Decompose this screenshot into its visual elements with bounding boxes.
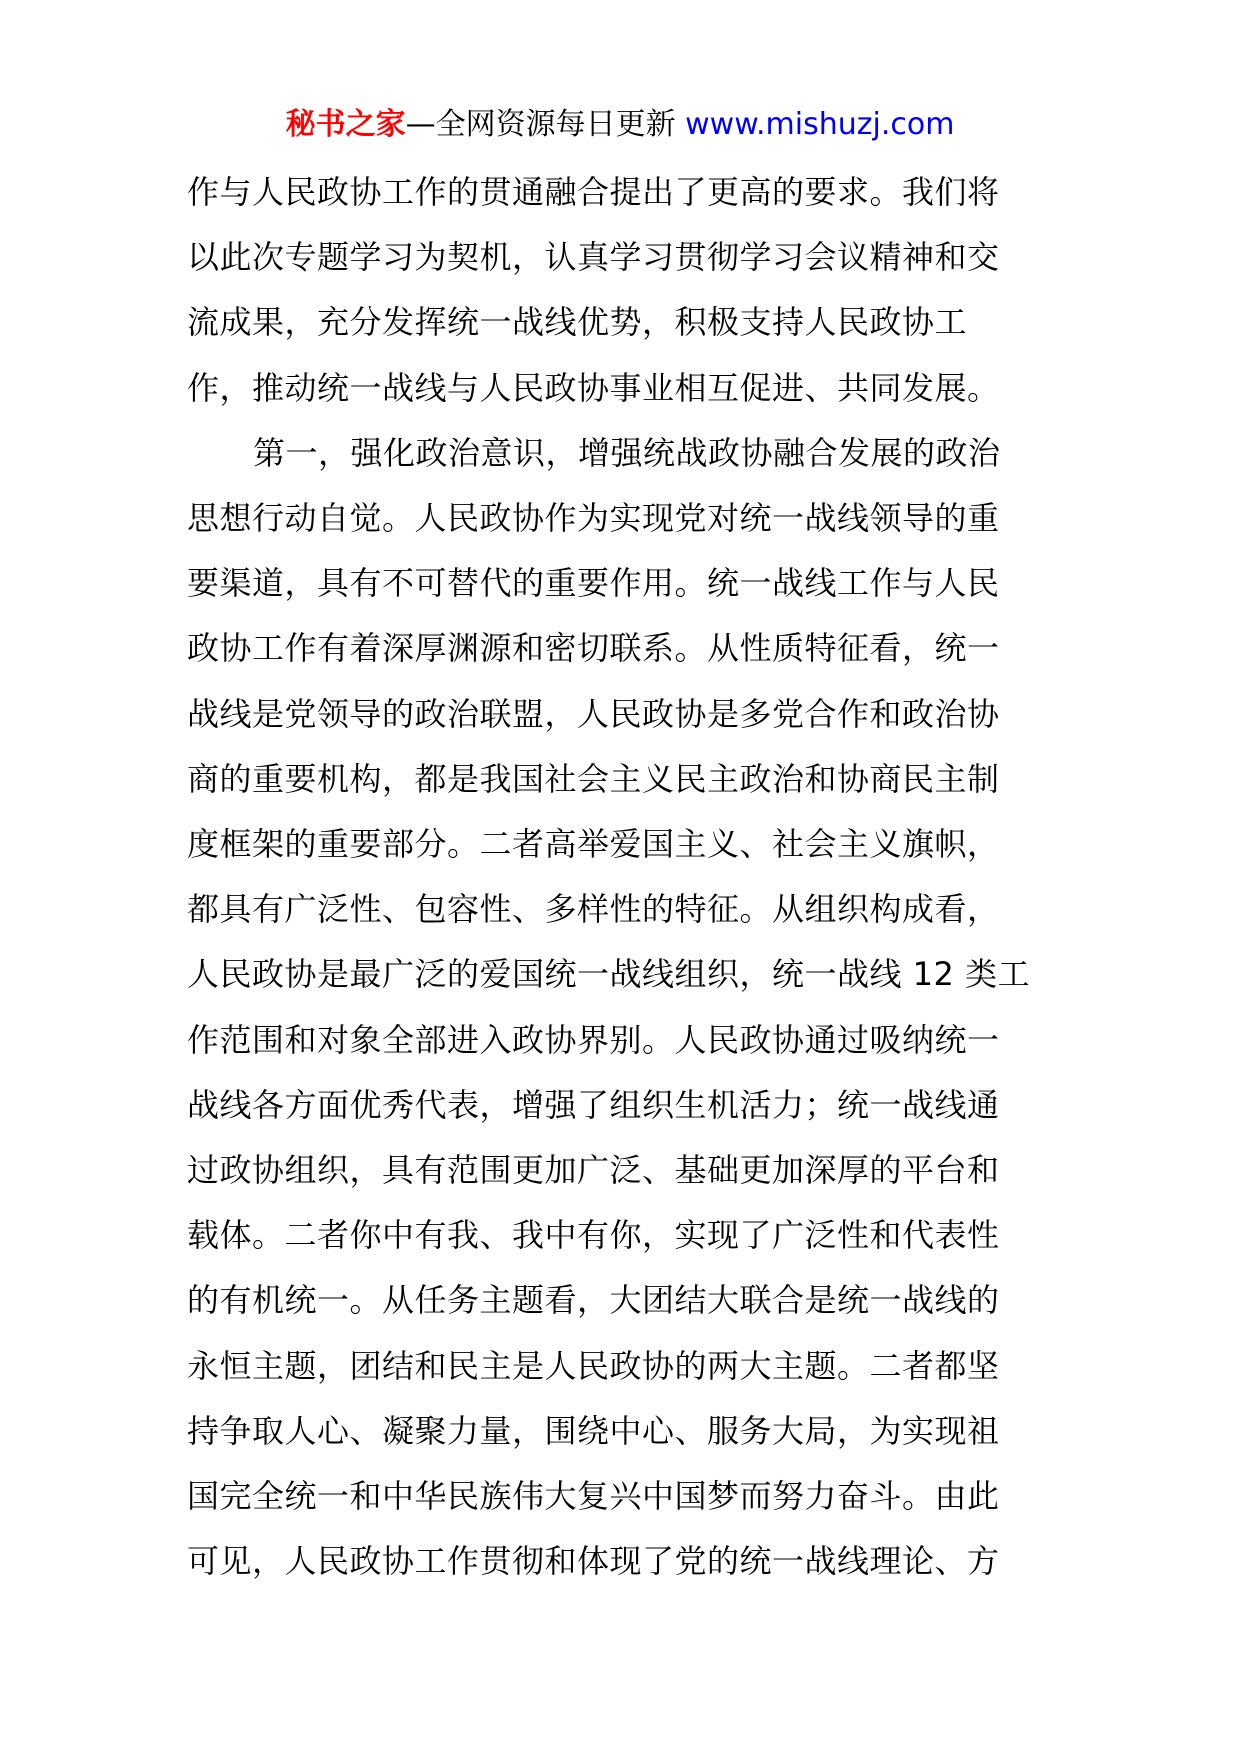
text-line: 思想行动自觉。人民政协作为实现党对统一战线领导的重 [187, 499, 1000, 538]
text-line: 永恒主题，团结和民主是人民政协的两大主题。二者都坚 [187, 1346, 1000, 1385]
text-line: 作范围和对象全部进入政协界别。人民政协通过吸纳统一 [187, 1020, 1000, 1059]
document-body [187, 160, 1053, 1594]
text-line: 作与人民政协工作的贯通融合提出了更高的要求。我们将 [187, 173, 1000, 211]
text-line: 要渠道，具有不可替代的重要作用。统一战线工作与人民 [187, 564, 1000, 603]
text-line: 国完全统一和中华民族伟大复兴中国梦而努力奋斗。由此 [187, 1477, 1000, 1516]
site-url-link[interactable]: www.mishuzj.com [685, 107, 955, 142]
text-line: 都具有广泛性、包容性、多样性的特征。从组织构成看， [187, 890, 1000, 929]
text-line: 作，推动统一战线与人民政协事业相互促进、共同发展。 [187, 368, 1000, 407]
text-line: 过政协组织，具有范围更加广泛、基础更加深厚的平台和 [187, 1151, 1000, 1190]
text-line: 第一，强化政治意识，增强统战政协融合发展的政治 [253, 433, 1001, 472]
text-line: 政协工作有着深厚渊源和密切联系。从性质特征看，统一 [187, 629, 1000, 668]
text-line: 商的重要机构，都是我国社会主义民主政治和协商民主制 [187, 759, 1000, 798]
text-line: 可见，人民政协工作贯彻和体现了党的统一战线理论、方 [187, 1542, 1000, 1581]
text-line: 度框架的重要部分。二者高举爱国主义、社会主义旗帜， [187, 825, 1000, 864]
text-line: 以此次专题学习为契机，认真学习贯彻学习会议精神和交 [187, 238, 1000, 277]
paragraph-2 [187, 421, 1053, 1595]
text-line: 人民政协是最广泛的爱国统一战线组织，统一战线 12 类工 [187, 955, 1031, 994]
text-line: 战线是党领导的政治联盟，人民政协是多党合作和政治协 [187, 694, 1000, 733]
site-header [0, 100, 1240, 150]
text-line: 持争取人心、凝聚力量，围绕中心、服务大局，为实现祖 [187, 1411, 1000, 1450]
text-line: 的有机统一。从任务主题看，大团结大联合是统一战线的 [187, 1281, 1000, 1320]
text-line: 战线各方面优秀代表，增强了组织生机活力；统一战线通 [187, 1085, 1000, 1124]
tagline: —全网资源每日更新 [405, 107, 676, 142]
text-line: 载体。二者你中有我、我中有你，实现了广泛性和代表性 [187, 1216, 1000, 1255]
brand-name: 秘书之家 [285, 107, 406, 142]
paragraph-1 [187, 160, 1053, 421]
text-line: 流成果，充分发挥统一战线优势，积极支持人民政协工 [187, 303, 968, 342]
